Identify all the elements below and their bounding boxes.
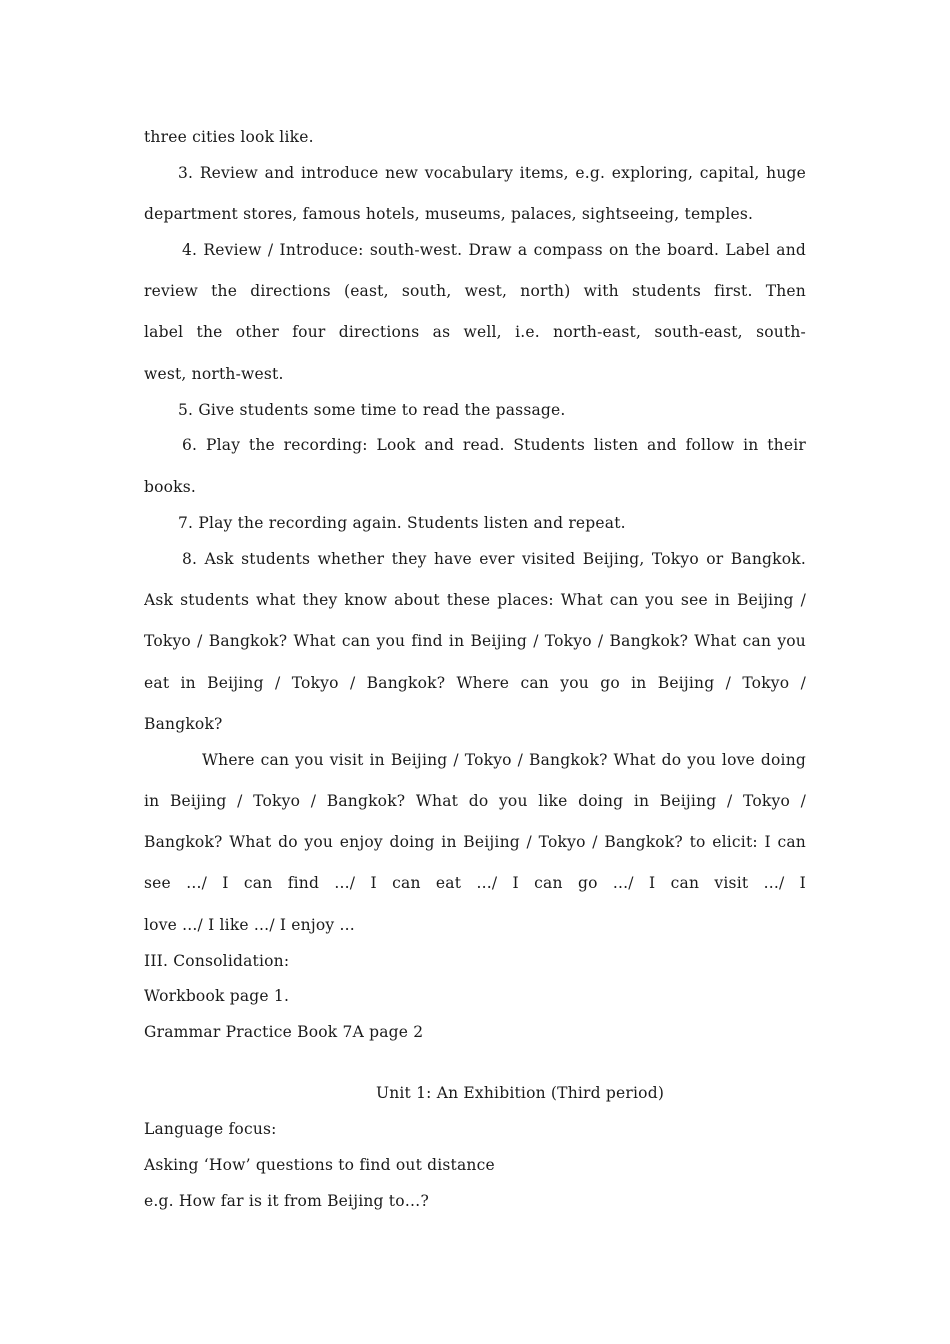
- unit-title: Unit 1: An Exhibition (Third period): [375, 1084, 665, 1102]
- text-line: Workbook page 1.: [144, 987, 290, 1005]
- text-line: Ask students what they know about these places: What can you see in Beijing /: [144, 591, 806, 609]
- text-line: west, north-west.: [144, 365, 284, 383]
- text-line: Bangkok?: [144, 715, 223, 733]
- text-line: three cities look like.: [144, 128, 314, 146]
- text-line: label the other four directions as well, i.e. north-east, south-east, south-: [144, 323, 806, 341]
- text-line: Grammar Practice Book 7A page 2: [144, 1023, 424, 1041]
- list-item-8: 8. Ask students whether they have ever visited Beijing, Tokyo or Bangkok.: [182, 550, 806, 568]
- list-item-7: 7. Play the recording again. Students listen and repeat.: [178, 514, 626, 532]
- text-line: e.g. How far is it from Beijing to…?: [144, 1192, 429, 1210]
- paragraph-start: Where can you visit in Beijing / Tokyo / Bangkok? What do you love doing: [202, 751, 806, 769]
- text-line: Tokyo / Bangkok? What can you find in Beijing / Tokyo / Bangkok? What can you: [144, 632, 806, 650]
- text-line: Bangkok? What do you enjoy doing in Beijing / Tokyo / Bangkok? to elicit: I can: [144, 833, 806, 851]
- section-heading: III. Consolidation:: [144, 952, 290, 970]
- text-line: department stores, famous hotels, museums, palaces, sightseeing, temples.: [144, 205, 754, 223]
- text-line: books.: [144, 478, 197, 496]
- text-line: review the directions (east, south, west, north) with students first. Then: [144, 282, 806, 300]
- list-item-4: 4. Review / Introduce: south-west. Draw a compass on the board. Label and: [182, 241, 806, 259]
- text-line: see .../ I can find .../ I can eat .../ I can go .../ I can visit .../ I: [144, 874, 806, 892]
- list-item-3: 3. Review and introduce new vocabulary items, e.g. exploring, capital, huge: [178, 164, 806, 182]
- list-item-5: 5. Give students some time to read the passage.: [178, 401, 566, 419]
- text-line: Asking ‘How’ questions to find out distance: [144, 1156, 495, 1174]
- list-item-6: 6. Play the recording: Look and read. Students listen and follow in their: [182, 436, 806, 454]
- text-line: Language focus:: [144, 1120, 277, 1138]
- text-line: eat in Beijing / Tokyo / Bangkok? Where can you go in Beijing / Tokyo /: [144, 674, 806, 692]
- text-line: love .../ I like .../ I enjoy ...: [144, 916, 355, 934]
- text-line: in Beijing / Tokyo / Bangkok? What do you like doing in Beijing / Tokyo /: [144, 792, 806, 810]
